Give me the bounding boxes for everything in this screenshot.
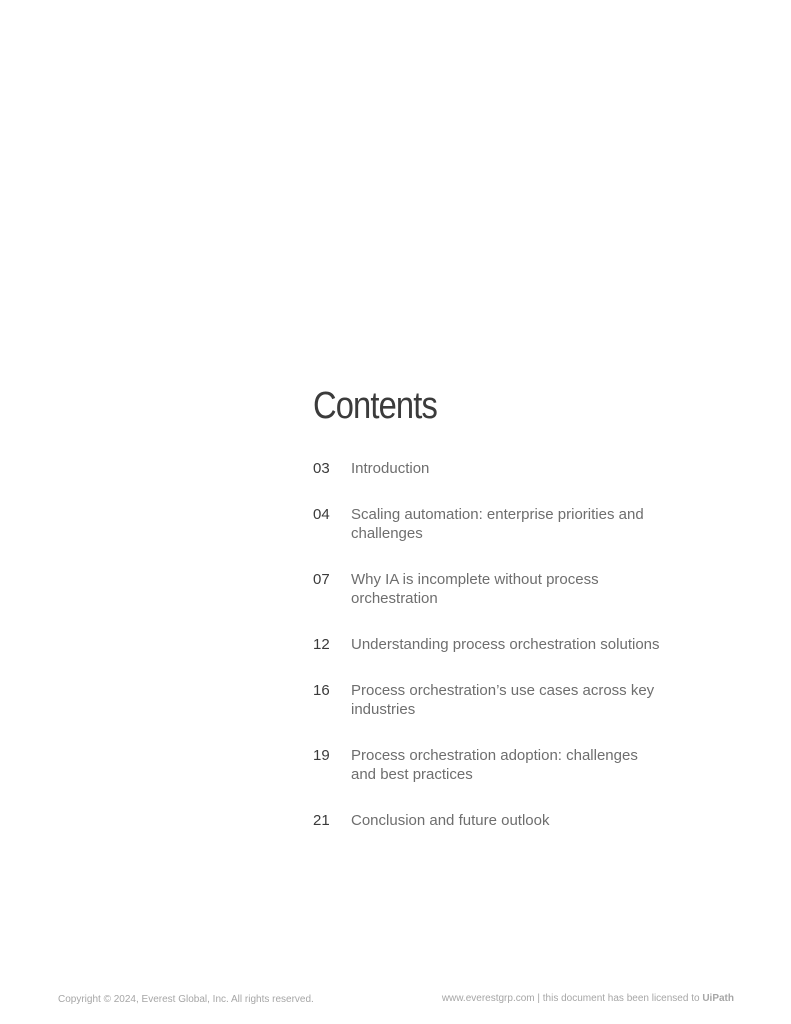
toc-entry-scaling-automation[interactable] (313, 505, 673, 543)
toc-entry-label: Understanding process orchestration solutions (351, 636, 660, 653)
toc-page-number: 12 (313, 636, 330, 653)
footer-license-text: www.everestgrp.com | this document has been licensed to (441, 993, 703, 1004)
toc-entry-introduction[interactable] (313, 459, 673, 478)
toc-entry-understanding-orchestration[interactable] (313, 635, 673, 654)
toc-entry-label: Why IA is incomplete without process orchestration (351, 571, 599, 607)
toc-page-number: 16 (313, 682, 330, 699)
contents-heading: Contents (313, 385, 437, 427)
toc-page-number: 04 (313, 506, 330, 523)
toc-entry-adoption-challenges[interactable] (313, 746, 673, 784)
toc-entry-why-ia-incomplete[interactable] (313, 570, 673, 608)
toc-entry-conclusion[interactable] (313, 811, 673, 830)
toc-entry-label: Conclusion and future outlook (351, 812, 550, 829)
footer-licensee: UiPath (702, 993, 734, 1004)
footer-copyright: Copyright © 2024, Everest Global, Inc. All rights reserved. (58, 994, 314, 1005)
toc-list (313, 459, 673, 830)
table-of-contents (313, 383, 673, 857)
footer-license (442, 993, 734, 1004)
toc-entry-label: Scaling automation: enterprise priorities and challenges (351, 506, 644, 542)
toc-entry-label: Introduction (351, 460, 430, 477)
toc-entry-use-cases[interactable] (313, 681, 673, 719)
toc-page-number: 07 (313, 571, 330, 588)
toc-page-number: 03 (313, 460, 330, 477)
toc-page-number: 19 (313, 747, 330, 764)
toc-entry-label: Process orchestration’s use cases across key industries (351, 682, 655, 718)
toc-page-number: 21 (313, 812, 330, 829)
toc-entry-label: Process orchestration adoption: challenges and best practices (351, 747, 638, 783)
